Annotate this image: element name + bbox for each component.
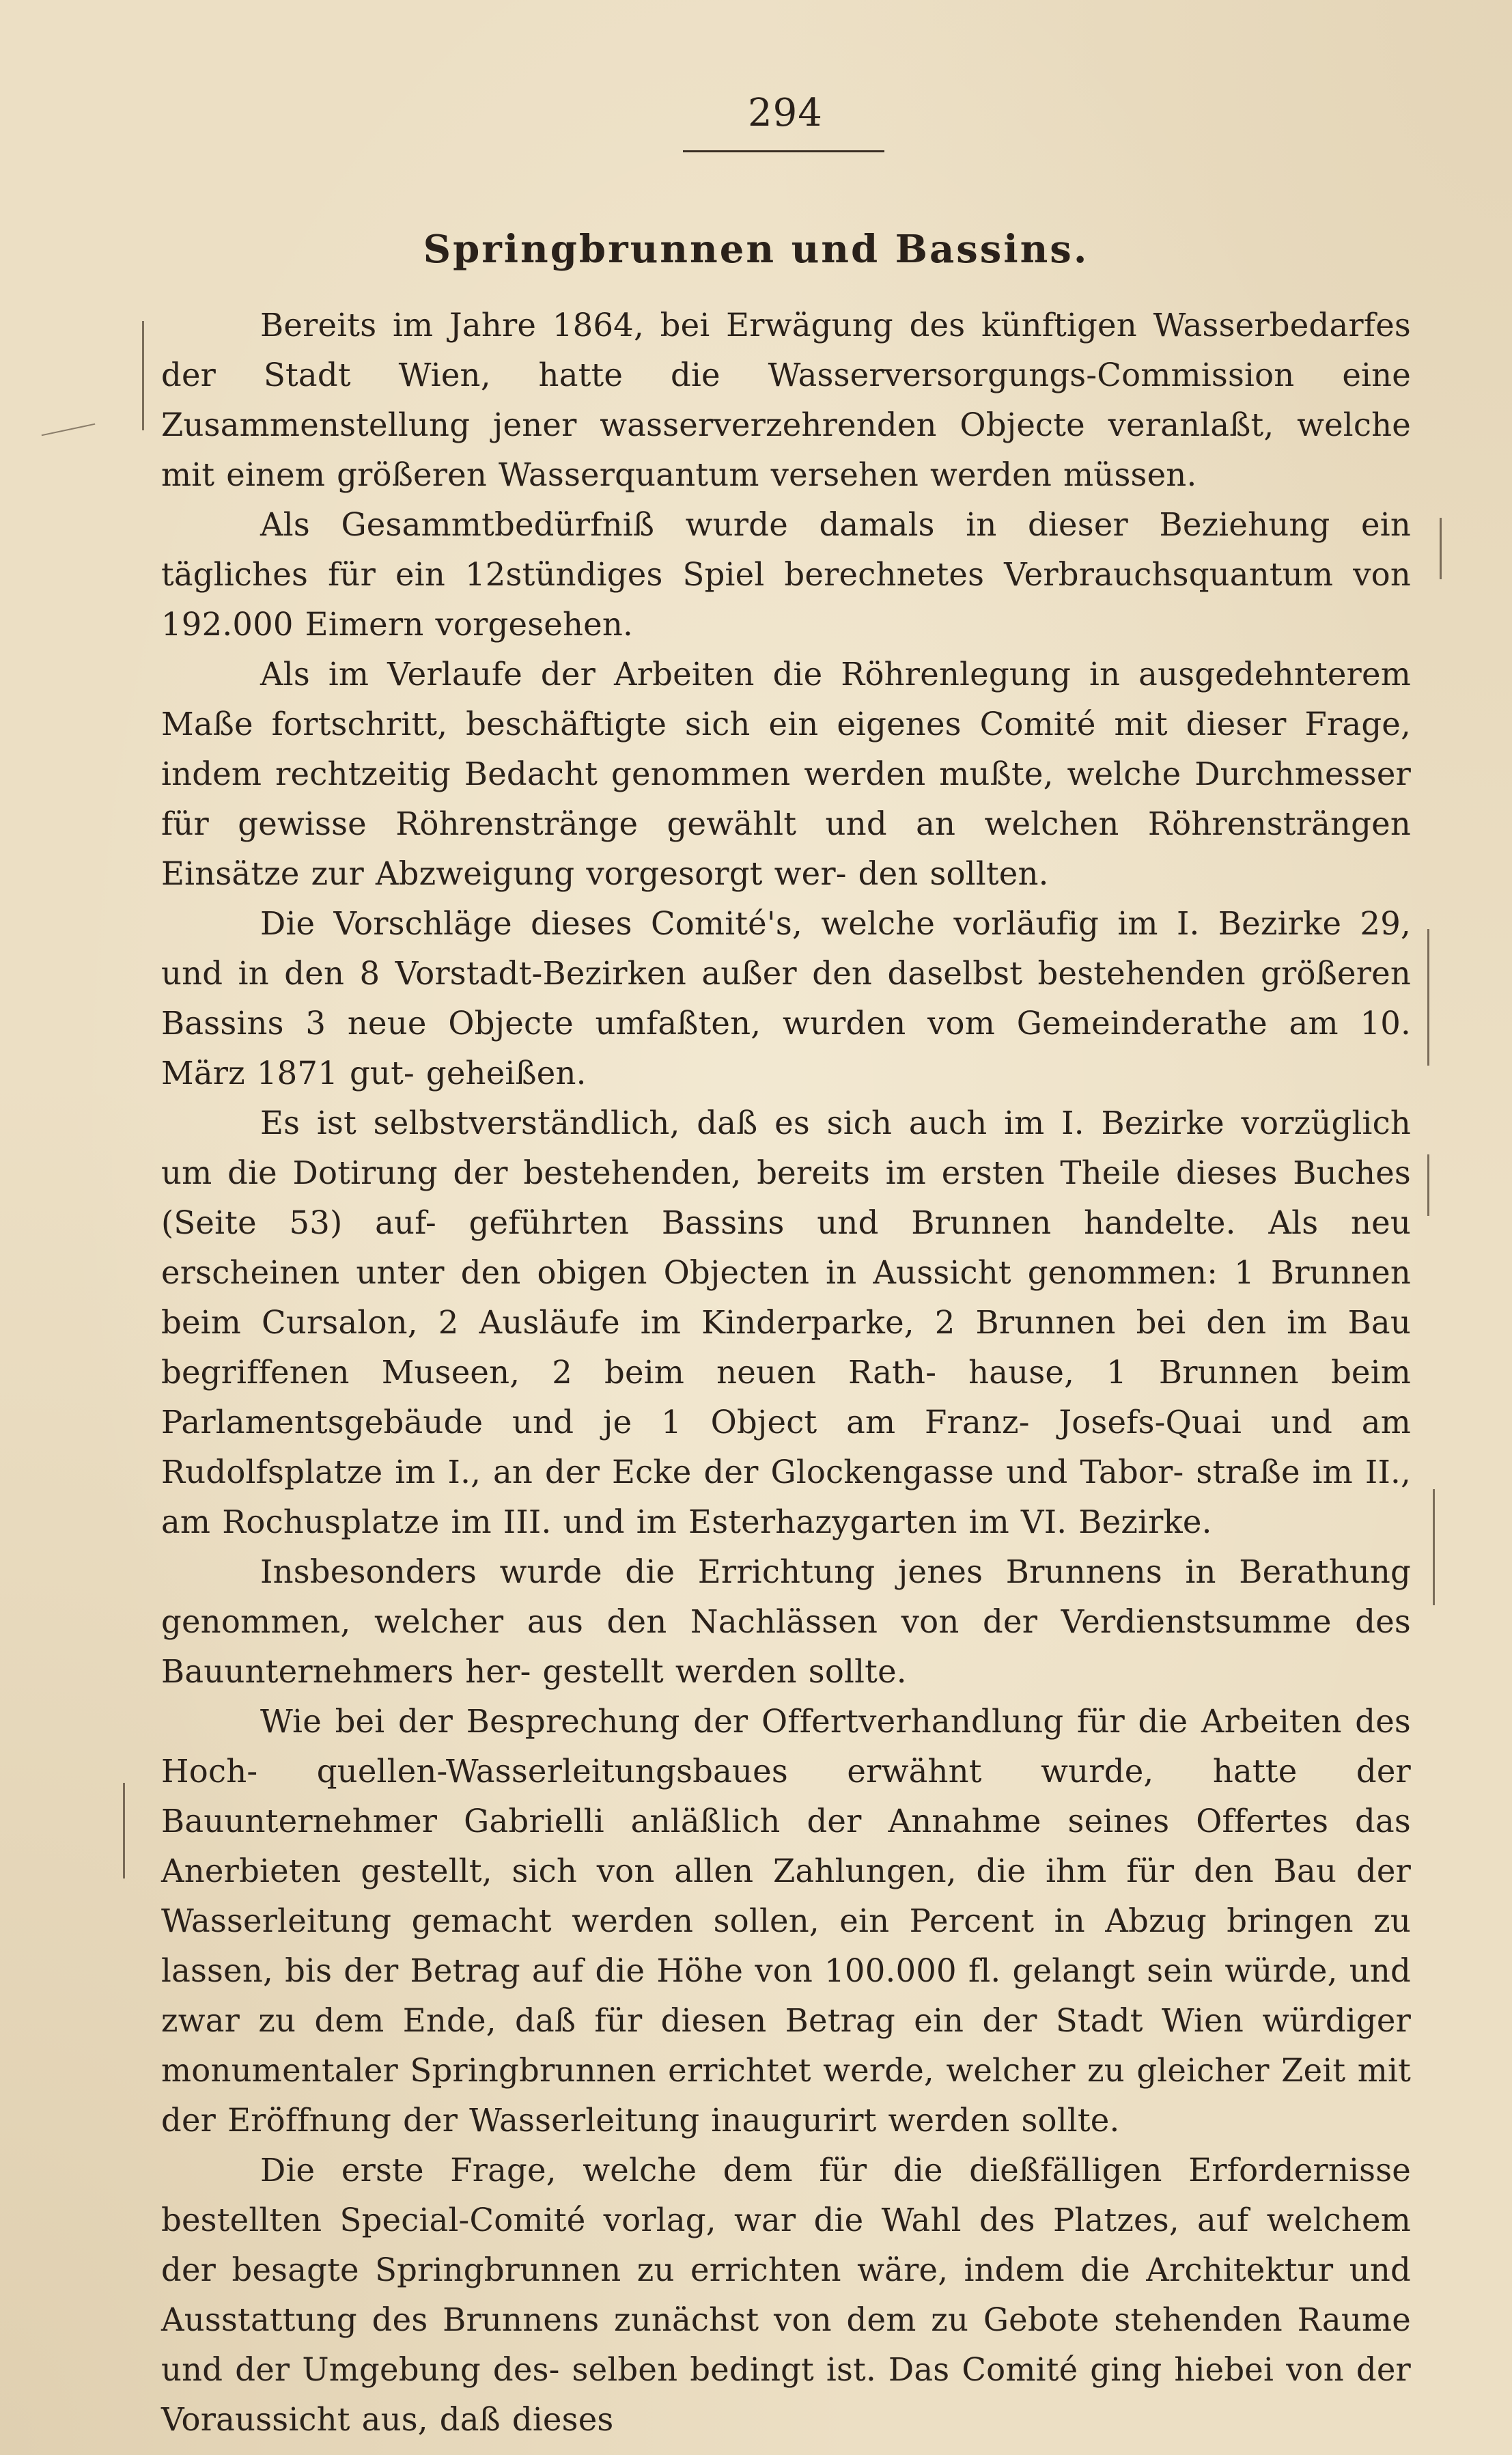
paragraph-5: Es ist selbstverständlich, daß es sich auch im I. Bezirke vorzüglich um die Dotirung der bestehenden, bereits im ersten Theile dieses Buches (Seite 53) auf- geführten Bassins und Brunnen handelte. Als neu erscheinen unter den obigen Objecten in Aussicht genommen: 1 Brunnen beim Cursalon, 2 Ausläufe im Kinderparke, 2 Brunnen bei den im Bau begriffenen Museen, 2 beim neuen Rath- hause, 1 Brunnen beim Parlamentsgebäude und je 1 Object am Franz- Josefs-Quai und am Rudolfsplatze im I., an der Ecke der Glockengasse und Tabor- straße im II., am Rochusplatze im III. und im Esterhazygarten im VI. Bezirke. bbox=[161, 1105, 1411, 1540]
section-heading: Springbrunnen und Bassins. bbox=[423, 227, 1089, 272]
paragraph-3: Als im Verlaufe der Arbeiten die Röhrenlegung in ausgedehnterem Maße fortschritt, beschäftigte sich ein eigenes Comité mit dieser Frage, indem rechtzeitig Bedacht genommen werden mußte, welche Durchmesser für gewisse Röhrenstränge gewählt und an welchen Röhrensträngen Einsätze zur Abzweigung vorgesorgt wer- den sollten. bbox=[161, 656, 1411, 892]
paragraph-1: Bereits im Jahre 1864, bei Erwägung des künftigen Wasserbedarfes der Stadt Wien, hatte die Wasserversorgungs-Commission eine Zusammenstellung jener wasserverzehrenden Objecte veranlaßt, welche mit einem größeren Wasserquantum versehen werden müssen. bbox=[161, 307, 1411, 493]
margin-pencil-mark bbox=[1427, 1154, 1429, 1216]
paragraph-2: Als Gesammtbedürfniß wurde damals in dieser Beziehung ein tägliches für ein 12stündiges Spiel berechnetes Verbrauchsquantum von 192.000 Eimern vorgesehen. bbox=[161, 506, 1411, 643]
paragraph-6: Insbesonders wurde die Errichtung jenes Brunnens in Berathung genommen, welcher aus den Nachlässen von der Verdienstsumme des Bauunternehmers her- gestellt werden sollte. bbox=[161, 1553, 1411, 1690]
paragraph-7: Wie bei der Besprechung der Offertverhandlung für die Arbeiten des Hoch- quellen-Wasserleitungsbaues erwähnt wurde, hatte der Bauunternehmer Gabrielli anläßlich der Annahme seines Offertes das Anerbieten gestellt, sich von allen Zahlungen, die ihm für den Bau der Wasserleitung gemacht werden sollen, ein Percent in Abzug bringen zu lassen, bis der Betrag auf die Höhe von 100.000 fl. gelangt sein würde, und zwar zu dem Ende, daß für diesen Betrag ein der Stadt Wien würdiger monumentaler Springbrunnen errichtet werde, welcher zu gleicher Zeit mit der Eröffnung der Wasserleitung inaugurirt werden sollte. bbox=[161, 1703, 1411, 2139]
margin-pencil-mark bbox=[1433, 1489, 1435, 1605]
margin-pencil-mark bbox=[1440, 518, 1442, 579]
margin-pencil-mark bbox=[1427, 929, 1429, 1066]
body-text bbox=[161, 301, 1411, 2445]
paragraph-4: Die Vorschläge dieses Comité's, welche vorläufig im I. Bezirke 29, und in den 8 Vorstadt-Bezirken außer den daselbst bestehenden größeren Bassins 3 neue Objecte umfaßten, wurden vom Gemeinderathe am 10. März 1871 gut- geheißen. bbox=[161, 905, 1411, 1092]
margin-pencil-mark bbox=[123, 1783, 125, 1878]
margin-pencil-mark bbox=[142, 321, 144, 430]
paragraph-8: Die erste Frage, welche dem für die dießfälligen Erfordernisse bestellten Special-Comité vorlag, war die Wahl des Platzes, auf welchem der besagte Springbrunnen zu errichten wäre, indem die Architektur und Ausstattung des Brunnens zunächst von dem zu Gebote stehenden Raume und der Umgebung des- selben bedingt ist. Das Comité ging hiebei von der Voraussicht aus, daß dieses bbox=[161, 2152, 1411, 2438]
page-number-rule bbox=[683, 150, 884, 152]
margin-pencil-mark bbox=[42, 424, 96, 436]
page-number: 294 bbox=[748, 91, 823, 135]
